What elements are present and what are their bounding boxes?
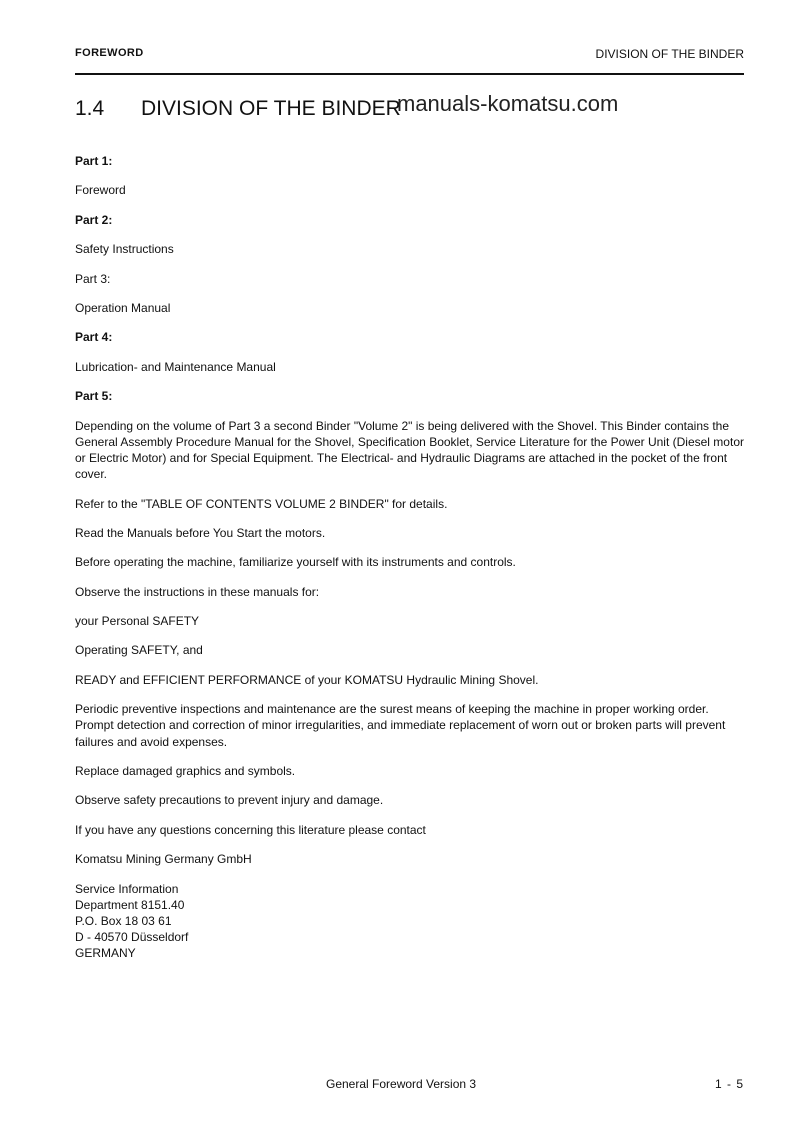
part-1-label: Part 1:	[75, 154, 113, 168]
paragraph-company: Komatsu Mining Germany GmbH	[75, 852, 252, 867]
part-4-text: Lubrication- and Maintenance Manual	[75, 359, 276, 374]
paragraph-safety-precautions: Observe safety precautions to prevent injury and damage.	[75, 793, 384, 808]
contact-address	[75, 881, 744, 962]
paragraph-performance: READY and EFFICIENT PERFORMANCE of your KOMATSU Hydraulic Mining Shovel.	[75, 672, 539, 687]
part-2-label: Part 2:	[75, 212, 113, 227]
part-1-text: Foreword	[75, 183, 126, 198]
paragraph-observe-instructions: Observe the instructions in these manuals for:	[75, 584, 320, 599]
section-number: 1.4	[75, 97, 105, 120]
page-number: 1 - 5	[714, 1077, 744, 1091]
address-line: Service Information	[75, 881, 179, 896]
document-body	[75, 153, 744, 962]
paragraph-read-manuals: Read the Manuals before You Start the motors.	[75, 525, 326, 540]
paragraph-operating-safety: Operating SAFETY, and	[75, 643, 203, 658]
paragraph-refer: Refer to the "TABLE OF CONTENTS VOLUME 2 BINDER" for details.	[75, 496, 448, 511]
paragraph-personal-safety: your Personal SAFETY	[75, 614, 200, 629]
part-4-label: Part 4:	[75, 330, 113, 345]
part-3-text: Operation Manual	[75, 300, 171, 315]
address-line: Department 8151.40	[75, 897, 185, 912]
paragraph-inspections: Periodic preventive inspections and maintenance are the surest means of keeping the machine in proper working order. Prompt detection and correction of minor irregularities, and immediate replacement of worn out or broken parts will prevent failures and avoid expenses.	[75, 702, 726, 749]
part-5-label: Part 5:	[75, 389, 113, 404]
address-line: D - 40570 Düsseldorf	[75, 930, 189, 945]
watermark: manuals-komatsu.com	[397, 91, 619, 116]
footer-title: General Foreword Version 3	[326, 1077, 477, 1091]
part-3-label: Part 3:	[75, 271, 111, 286]
address-line: P.O. Box 18 03 61	[75, 914, 172, 929]
page-title	[75, 97, 401, 121]
paragraph-familiarize: Before operating the machine, familiarize yourself with its instruments and controls.	[75, 555, 516, 570]
header-chapter: DIVISION OF THE BINDER	[595, 47, 744, 61]
header-divider	[75, 73, 744, 75]
part-5-text: Depending on the volume of Part 3 a second Binder "Volume 2" is being delivered with the Shovel. This Binder contains the General Assembly Procedure Manual for the Shovel, Specification Booklet, Service Literature for the Power Unit (Diesel motor or Electric Motor) and for Special Equipment. The Electrical- and Hydraulic Diagrams are attached in the pocket of the front cover.	[75, 418, 744, 482]
part-2-text: Safety Instructions	[75, 242, 174, 257]
paragraph-replace-graphics: Replace damaged graphics and symbols.	[75, 764, 296, 779]
header-section: FOREWORD	[75, 47, 144, 59]
section-title: DIVISION OF THE BINDER	[141, 97, 401, 120]
address-line: GERMANY	[75, 946, 136, 961]
paragraph-contact: If you have any questions concerning this literature please contact	[75, 822, 426, 837]
